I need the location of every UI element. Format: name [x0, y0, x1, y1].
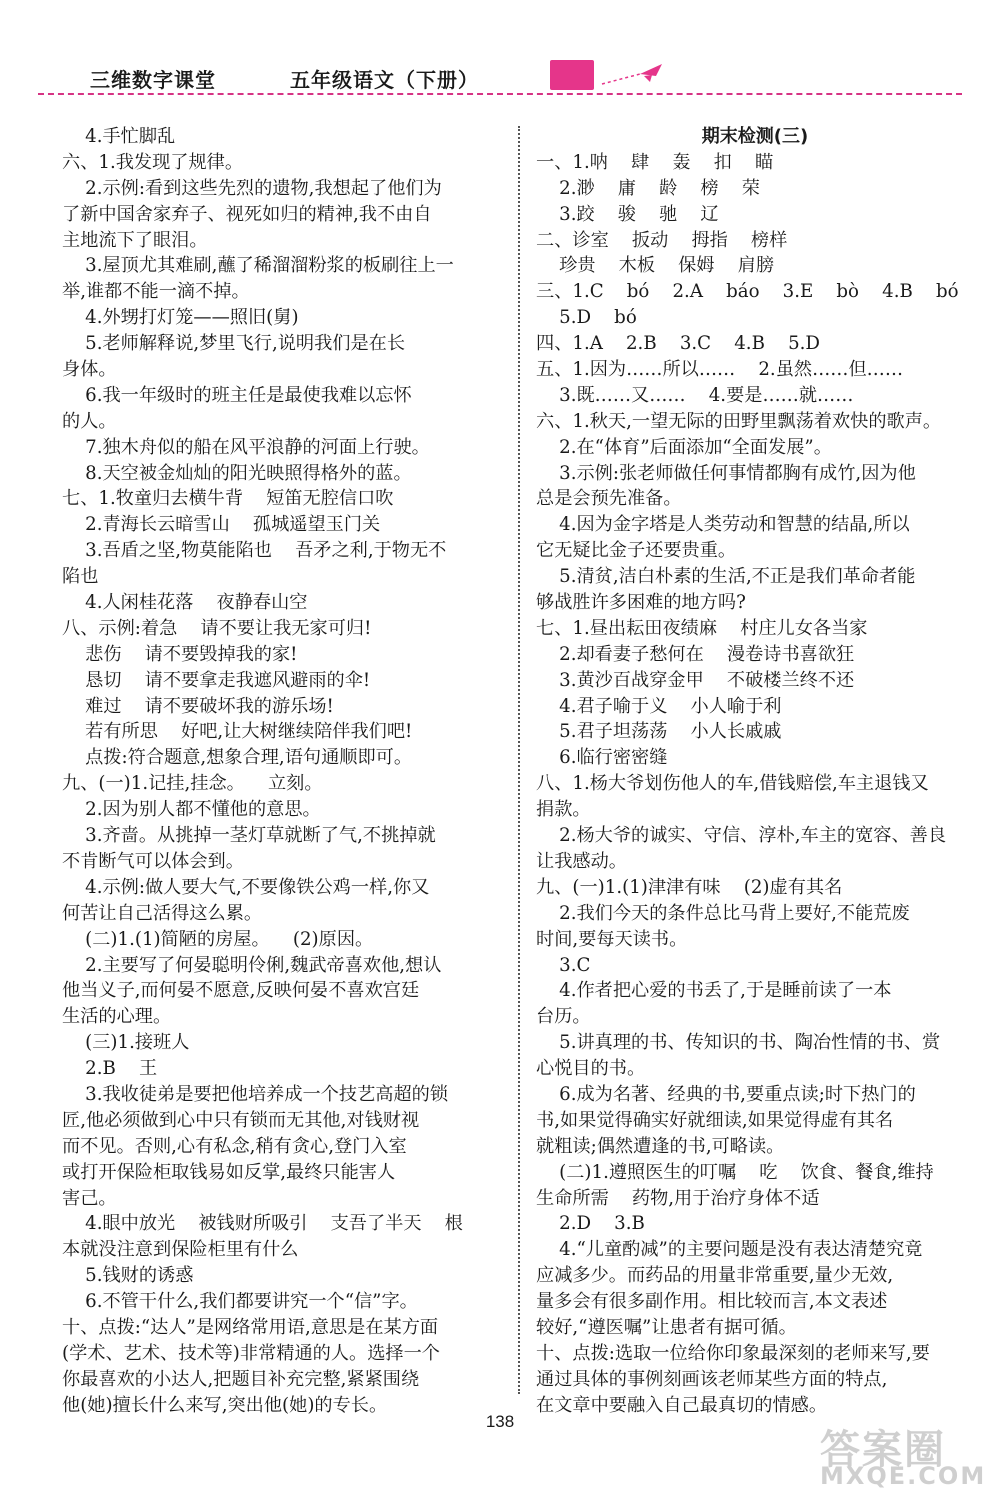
answer-line: (二)1.(1)简陋的房屋。 (2)原因。: [62, 928, 374, 950]
answer-line: 4.眼中放光 被钱财所吸引 支吾了半天 根: [62, 1213, 463, 1235]
answer-line: 较好,“遵医嘱”让患者有据可循。: [536, 1316, 797, 1338]
answer-line: 2.我们今天的条件总比马背上要好,不能荒废: [536, 902, 910, 924]
watermark-top: 答案圈: [820, 1427, 946, 1473]
answer-line: 举,谁都不能一滴不掉。: [62, 281, 250, 303]
section-title: 期末检测(三): [701, 126, 809, 147]
answer-line: 量多会有很多副作用。相比较而言,本文表述: [536, 1291, 888, 1313]
column-divider: [518, 126, 520, 1394]
book-title: 五年级语文（下册）: [290, 68, 479, 92]
answer-line: 十、点拨:选取一位给你印象最深刻的老师来写,要: [536, 1342, 930, 1364]
answer-line: 三、1.C bó 2.A báo 3.E bò 4.B bó: [536, 281, 959, 303]
answer-line: 2.杨大爷的诚实、守信、淳朴,车主的宽容、善良: [536, 825, 947, 847]
answer-line: 本就没注意到保险柜里有什么: [62, 1239, 299, 1261]
answer-line: 4.“儿童酌减”的主要问题是没有表达清楚究竟: [536, 1239, 923, 1261]
answer-line: 何苦让自己活得这么累。: [62, 902, 263, 924]
answer-line: (三)1.接班人: [62, 1032, 190, 1054]
answer-line: 通过具体的事例刻画该老师某些方面的特点,: [536, 1368, 888, 1390]
answer-line: 3.屋顶尤其难刷,蘸了稀溜溜粉浆的板刷往上一: [62, 255, 454, 277]
answer-line: 他(她)擅长什么来写,突出他(她)的专长。: [62, 1394, 388, 1416]
answer-line: 害己。: [62, 1187, 117, 1209]
answer-line: 应减多少。而药品的用量非常重要,量少无效,: [536, 1265, 894, 1287]
answer-line: 或打开保险柜取钱易如反掌,最终只能害人: [62, 1161, 396, 1183]
answer-line: 4.示例:做人要大气,不要像铁公鸡一样,你又: [62, 876, 430, 898]
answer-line: 六、1.秋天,一望无际的田野里飘荡着欢快的歌声。: [536, 410, 942, 432]
answer-line: 五、1.因为……所以…… 2.虽然……但……: [536, 359, 904, 381]
answer-line: 3.黄沙百战穿金甲 不破楼兰终不还: [536, 669, 855, 691]
answer-line: 2.D 3.B: [536, 1213, 645, 1235]
answer-line: 你最喜欢的小达人,把题目补充完整,紧紧围绕: [62, 1368, 420, 1390]
answer-line: 7.独木舟似的船在风平浪静的河面上行驶。: [62, 436, 430, 458]
answer-line: 七、1.牧童归去横牛背 短笛无腔信口吹: [62, 488, 394, 510]
answer-line: 时间,要每天读书。: [536, 928, 688, 950]
answer-line: 2.青海长云暗雪山 孤城遥望玉门关: [62, 514, 381, 536]
answer-line: 珍贵 木板 保姆 肩膀: [536, 255, 775, 277]
answer-line: 4.手忙脚乱: [62, 126, 176, 147]
watermark-bottom: MXQE.COM: [820, 1462, 987, 1490]
answer-line: 4.外甥打灯笼——照旧(舅): [62, 307, 299, 329]
brand-box-icon: [550, 60, 594, 90]
watermark-logo: [820, 1418, 990, 1488]
answer-line: 身体。: [62, 359, 117, 381]
answer-line: 让我感动。: [536, 850, 627, 872]
answer-line: 2.主要写了何晏聪明伶俐,魏武帝喜欢他,想认: [62, 954, 442, 976]
answer-line: 3.示例:张老师做任何事情都胸有成竹,因为他: [536, 462, 916, 484]
rocket-icon: [600, 60, 670, 90]
answer-line: 3.C: [536, 954, 591, 976]
answer-line: 生活的心理。: [62, 1006, 172, 1028]
answer-line: 在文章中要融入自己最真切的情感。: [536, 1394, 828, 1416]
answer-line: 总是会预先准备。: [536, 488, 682, 510]
right-column: [536, 124, 974, 1419]
answer-line: (二)1.遵照医生的叮嘱 吃 饮食、餐食,维持: [536, 1161, 934, 1183]
answer-line: 捐款。: [536, 799, 591, 821]
answer-line: 七、1.昼出耘田夜绩麻 村庄儿女各当家: [536, 617, 868, 639]
answer-line: 3.吾盾之坚,物莫能陷也 吾矛之利,于物无不: [62, 540, 447, 562]
answer-line: 九、(一)1.记挂,挂念。 立刻。: [62, 773, 323, 795]
answer-line: 5.老师解释说,梦里飞行,说明我们是在长: [62, 333, 406, 355]
answer-line: 恳切 请不要拿走我遮风避雨的伞!: [62, 669, 371, 691]
answer-line: 生命所需 药物,用于治疗身体不适: [536, 1187, 820, 1209]
answer-line: 6.临行密密缝: [536, 747, 668, 769]
answer-line: 5.讲真理的书、传知识的书、陶冶性情的书、赏: [536, 1032, 941, 1054]
left-column: [62, 124, 508, 1419]
answer-line: (学术、艺术、技术等)非常精通的人。选择一个: [62, 1342, 440, 1364]
answer-line: 了新中国舍家弃子、视死如归的精神,我不由自: [62, 203, 432, 225]
answer-line: 2.B 王: [62, 1058, 158, 1080]
answer-line: 2.示例:看到这些先烈的遗物,我想起了他们为: [62, 177, 442, 199]
answer-line: 台历。: [536, 1006, 591, 1028]
answer-line: 6.不管干什么,我们都要讲究一个“信”字。: [62, 1291, 418, 1313]
answer-line: 八、1.杨大爷划伤他人的车,借钱赔偿,车主退钱又: [536, 773, 929, 795]
answer-line: 四、1.A 2.B 3.C 4.B 5.D: [536, 333, 821, 355]
answer-line: 5.君子坦荡荡 小人长戚戚: [536, 721, 782, 743]
answer-line: 匠,他必须做到心中只有锁而无其他,对钱财视: [62, 1109, 420, 1131]
answer-line: 八、示例:着急 请不要让我无家可归!: [62, 617, 372, 639]
answer-line: 而不见。否则,心有私念,稍有贪心,登门入室: [62, 1135, 407, 1157]
answer-line: 3.齐啬。从挑掉一茎灯草就断了气,不挑掉就: [62, 825, 436, 847]
header-divider: [38, 93, 962, 95]
answer-line: 2.却看妻子愁何在 漫卷诗书喜欲狂: [536, 643, 855, 665]
answer-line: 4.君子喻于义 小人喻于利: [536, 695, 782, 717]
answer-line: 3.我收徒弟是要把他培养成一个技艺高超的锁: [62, 1083, 449, 1105]
answer-line: 他当义子,而何晏不愿意,反映何晏不喜欢宫廷: [62, 980, 420, 1002]
answer-line: 若有所思 好吧,让大树继续陪伴我们吧!: [62, 721, 413, 743]
answer-line: 3.跤 骏 驰 辽: [536, 203, 719, 225]
answer-line: 书,如果觉得确实好就细读,如果觉得虚有其名: [536, 1109, 894, 1131]
page-number: 138: [485, 1412, 515, 1431]
answer-line: 陷也: [62, 566, 99, 588]
answer-line: 十、点拨:“达人”是网络常用语,意思是在某方面: [62, 1316, 439, 1338]
answer-line: 6.成为名著、经典的书,要重点读;时下热门的: [536, 1083, 916, 1105]
answer-line: 2.在“体育”后面添加“全面发展”。: [536, 436, 832, 458]
answer-line: 2.渺 庸 龄 榜 荣: [536, 177, 760, 199]
answer-line: 不肯断气可以体会到。: [62, 850, 244, 872]
answer-line: 主地流下了眼泪。: [62, 229, 208, 251]
answer-line: 它无疑比金子还要贵重。: [536, 540, 737, 562]
answer-line: 心悦目的书。: [536, 1058, 646, 1080]
answer-line: 5.清贫,洁白朴素的生活,不正是我们革命者能: [536, 566, 916, 588]
answer-line: 的人。: [62, 410, 117, 432]
answer-line: 6.我一年级时的班主任是最使我难以忘怀: [62, 384, 412, 406]
answer-line: 5.D bó: [536, 307, 637, 329]
answer-line: 悲伤 请不要毁掉我的家!: [62, 643, 298, 665]
series-title: 三维数字课堂: [90, 68, 216, 92]
answer-line: 六、1.我发现了规律。: [62, 151, 244, 173]
answer-line: 8.天空被金灿灿的阳光映照得格外的蓝。: [62, 462, 412, 484]
answer-line: 4.人闲桂花落 夜静春山空: [62, 592, 308, 614]
answer-line: 二、诊室 扳动 拇指 榜样: [536, 229, 788, 251]
answer-line: 3.既……又…… 4.要是……就……: [536, 384, 854, 406]
answer-line: 就粗读;偶然遭逢的书,可略读。: [536, 1135, 785, 1157]
answer-line: 难过 请不要破坏我的游乐场!: [62, 695, 334, 717]
answer-line: 4.作者把心爱的书丢了,于是睡前读了一本: [536, 980, 892, 1002]
answer-line: 九、(一)1.(1)津津有味 (2)虚有其名: [536, 876, 843, 898]
answer-line: 够战胜许多困难的地方吗?: [536, 592, 746, 614]
answer-line: 点拨:符合题意,想象合理,语句通顺即可。: [62, 747, 413, 769]
answer-line: 5.钱财的诱惑: [62, 1265, 194, 1287]
answer-line: 4.因为金字塔是人类劳动和智慧的结晶,所以: [536, 514, 910, 536]
answer-line: 2.因为别人都不懂他的意思。: [62, 799, 321, 821]
answer-line: 一、1.呐 肆 轰 扣 瞄: [536, 151, 774, 173]
